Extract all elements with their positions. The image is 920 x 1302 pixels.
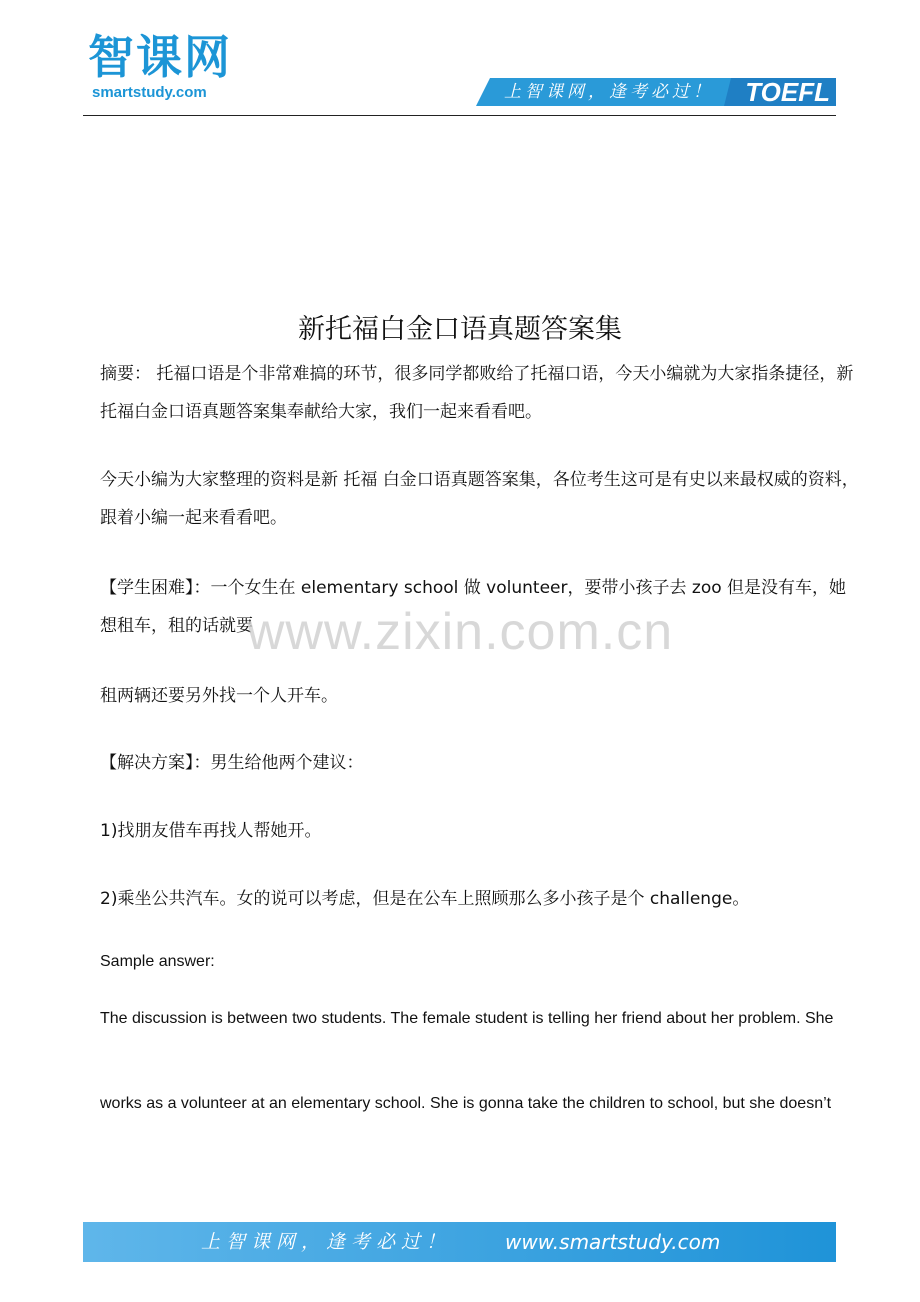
footer-slogan: 上智课网，逢考必过！ bbox=[201, 1231, 452, 1253]
footer-banner bbox=[83, 1222, 836, 1262]
sample-answer-label: Sample answer: bbox=[100, 953, 215, 970]
logo-domain-text: smartstudy.com bbox=[92, 84, 207, 101]
suggestion-one: 1)找朋友借车再找人帮她开。 bbox=[100, 821, 322, 841]
document-title: 新托福白金口语真题答案集 bbox=[298, 314, 622, 345]
logo-chinese-text: 智课网 bbox=[88, 30, 232, 84]
toefl-label: TOEFL bbox=[745, 77, 830, 107]
intro-paragraph: 今天小编为大家整理的资料是新 托福 白金口语真题答案集，各位考生这可是有史以来最权威的资料，跟着小编一起来看看吧。 bbox=[100, 470, 859, 528]
sample-answer-paragraph-1: The discussion is between two students. The female student is telling her friend about her problem. She bbox=[100, 1010, 834, 1027]
sample-answer-paragraph-2: works as a volunteer at an elementary school. She is gonna take the children to school, but she doesn’t bbox=[100, 1095, 832, 1112]
student-difficulty-paragraph: 【学生困难】：一个女生在 elementary school 做 volunteer，要带小孩子去 zoo 但是没有车，她想租车，租的话就要 bbox=[100, 578, 847, 636]
site-logo bbox=[88, 30, 248, 102]
header-slogan: 上智课网，逢考必过！ bbox=[504, 82, 714, 102]
abstract-paragraph: 摘要： 托福口语是个非常难搞的环节，很多同学都败给了托福口语，今天小编就为大家指条捷径，新托福白金口语真题答案集奉献给大家，我们一起来看看吧。 bbox=[100, 364, 854, 422]
header-slogan-band bbox=[476, 78, 836, 106]
difficulty-continued-paragraph: 租两辆还要另外找一个人开车。 bbox=[100, 686, 338, 706]
site-watermark: www.zixin.com.cn bbox=[246, 603, 674, 661]
header-divider bbox=[83, 115, 836, 116]
footer-url: www.smartstudy.com bbox=[505, 1230, 721, 1254]
solution-paragraph: 【解决方案】：男生给他两个建议： bbox=[100, 753, 364, 773]
suggestion-two: 2)乘坐公共汽车。女的说可以考虑，但是在公车上照顾那么多小孩子是个 challenge。 bbox=[100, 889, 750, 909]
